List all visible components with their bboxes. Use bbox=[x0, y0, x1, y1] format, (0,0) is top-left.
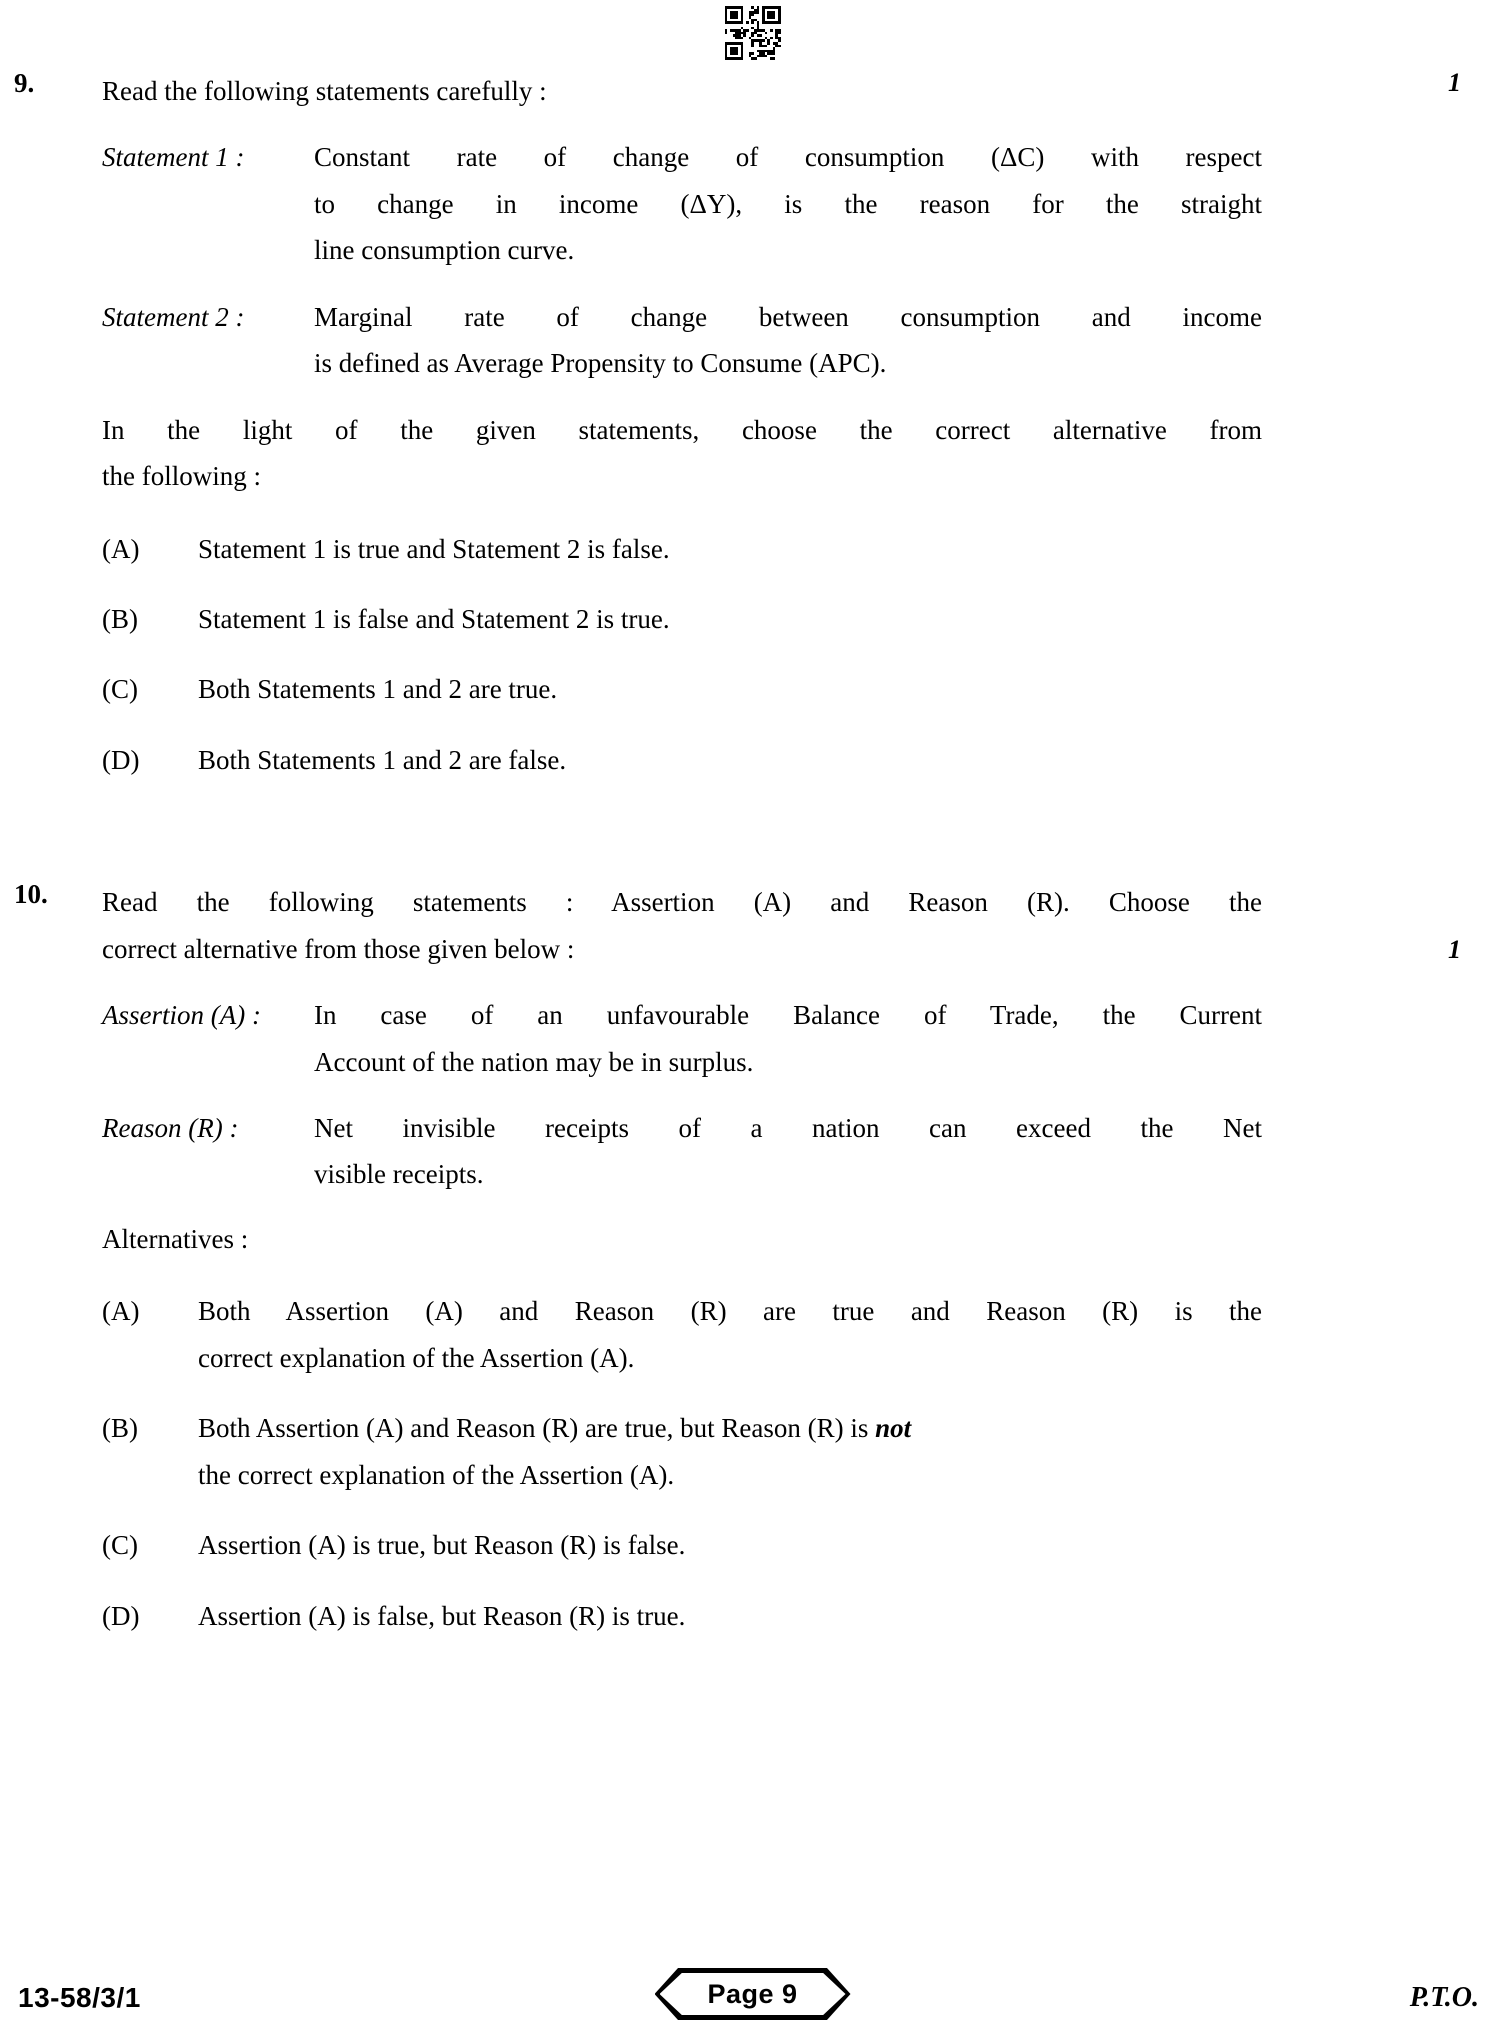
paper-code: 13-58/3/1 bbox=[18, 1982, 141, 2013]
option-b-text bbox=[198, 1405, 1262, 1498]
question-9-option-b[interactable] bbox=[102, 596, 1262, 642]
assertion-label: Assertion (A) : bbox=[102, 1000, 261, 1031]
question-9-option-d[interactable] bbox=[102, 737, 1262, 783]
pto-label: P.T.O. bbox=[1409, 1982, 1479, 2013]
option-a-text bbox=[198, 526, 1262, 572]
question-10-prompt-line-2: correct alternative from those given below : bbox=[102, 933, 575, 964]
statement-1-label: Statement 1 : bbox=[102, 142, 245, 173]
question-9-number: 9. bbox=[14, 68, 35, 98]
qr-code-icon bbox=[725, 6, 781, 60]
question-10-option-a[interactable] bbox=[102, 1288, 1262, 1381]
option-d-text bbox=[198, 737, 1262, 783]
assertion-text bbox=[314, 992, 1262, 1085]
assertion-line-1: In case of an unfavourable Balance of Trade, the Current bbox=[314, 1000, 1262, 1031]
option-b-line-1 bbox=[198, 1405, 1262, 1451]
statement-2-text bbox=[314, 294, 1262, 387]
option-a-text bbox=[198, 1288, 1262, 1381]
question-10-option-c[interactable] bbox=[102, 1522, 1262, 1568]
statement-1-line-3: line consumption curve. bbox=[314, 235, 575, 266]
option-c-key: (C) bbox=[102, 1530, 138, 1561]
option-c-key: (C) bbox=[102, 674, 138, 705]
question-10-option-d[interactable] bbox=[102, 1593, 1262, 1639]
statement-2-label: Statement 2 : bbox=[102, 301, 245, 332]
option-a-key: (A) bbox=[102, 533, 140, 564]
option-c-line-1: Assertion (A) is true, but Reason (R) is false. bbox=[198, 1530, 686, 1561]
question-10-reason bbox=[102, 1105, 1262, 1198]
reason-label: Reason (R) : bbox=[102, 1113, 239, 1143]
question-separator bbox=[0, 783, 1505, 879]
question-10-marks: 1 bbox=[1448, 935, 1461, 965]
question-9-prompt: Read the following statements carefully : bbox=[102, 76, 547, 106]
page-number-label: Page 9 bbox=[707, 1978, 798, 2009]
question-9 bbox=[0, 68, 1505, 783]
question-10 bbox=[0, 879, 1505, 1639]
option-a-line-1: Both Assertion (A) and Reason (R) are true and Reason (R) is the bbox=[198, 1296, 1262, 1327]
reason-text bbox=[314, 1105, 1262, 1198]
option-d-text bbox=[198, 1593, 1262, 1639]
question-10-option-b[interactable] bbox=[102, 1405, 1262, 1498]
option-b-line-1: Statement 1 is false and Statement 2 is true. bbox=[198, 603, 670, 634]
statement-1-text bbox=[314, 134, 1262, 273]
option-b-line-2: the correct explanation of the Assertion (A). bbox=[198, 1459, 675, 1490]
statement-2-line-1: Marginal rate of change between consumption and income bbox=[314, 301, 1262, 332]
option-d-line-1: Assertion (A) is false, but Reason (R) is true. bbox=[198, 1600, 686, 1631]
option-a-line-1: Statement 1 is true and Statement 2 is false. bbox=[198, 533, 670, 564]
qr-code-container bbox=[0, 6, 1505, 60]
question-9-instruction-line-2: the following : bbox=[102, 461, 261, 492]
option-b-key: (B) bbox=[102, 1413, 138, 1444]
question-9-options bbox=[102, 526, 1262, 784]
question-9-instruction-line-1: In the light of the given statements, choose the correct alternative from bbox=[102, 414, 1262, 445]
question-10-options bbox=[102, 1288, 1262, 1639]
question-10-body bbox=[102, 879, 1262, 1639]
question-9-body bbox=[102, 68, 1262, 783]
option-c-text bbox=[198, 666, 1262, 712]
question-9-instruction bbox=[102, 407, 1262, 500]
option-d-key: (D) bbox=[102, 1600, 140, 1631]
question-9-marks: 1 bbox=[1448, 68, 1461, 97]
option-b-emphasis: not bbox=[875, 1413, 912, 1444]
statement-1-line-2: to change in income (ΔY), is the reason for the straight bbox=[314, 188, 1262, 219]
question-10-prompt bbox=[102, 879, 1262, 972]
reason-line-2: visible receipts. bbox=[314, 1159, 484, 1190]
option-c-text bbox=[198, 1522, 1262, 1568]
assertion-line-2: Account of the nation may be in surplus. bbox=[314, 1046, 754, 1077]
option-d-line-1: Both Statements 1 and 2 are false. bbox=[198, 744, 567, 775]
option-b-key: (B) bbox=[102, 603, 138, 634]
option-d-key: (D) bbox=[102, 744, 140, 775]
reason-line-1: Net invisible receipts of a nation can exceed the Net bbox=[314, 1113, 1262, 1143]
statement-1-line-1: Constant rate of change of consumption (ΔC) with respect bbox=[314, 142, 1262, 173]
statement-2-line-2: is defined as Average Propensity to Consume (APC). bbox=[314, 348, 887, 379]
question-10-assertion bbox=[102, 992, 1262, 1085]
question-9-statement-1 bbox=[102, 134, 1262, 273]
option-c-line-1: Both Statements 1 and 2 are true. bbox=[198, 674, 558, 705]
alternatives-label: Alternatives : bbox=[102, 1223, 249, 1254]
question-9-option-c[interactable] bbox=[102, 666, 1262, 712]
question-10-number: 10. bbox=[14, 879, 48, 910]
page-footer bbox=[0, 1962, 1505, 2020]
question-9-option-a[interactable] bbox=[102, 526, 1262, 572]
page-content bbox=[0, 68, 1505, 1639]
question-10-prompt-line-1: Read the following statements : Assertion (A) and Reason (R). Choose the bbox=[102, 887, 1262, 918]
option-a-key: (A) bbox=[102, 1296, 140, 1327]
option-a-line-2: correct explanation of the Assertion (A). bbox=[198, 1342, 635, 1373]
page-number-badge bbox=[655, 1968, 851, 2020]
option-b-text bbox=[198, 596, 1262, 642]
question-9-statement-2 bbox=[102, 294, 1262, 387]
option-b-line-1-text: Both Assertion (A) and Reason (R) are true, but Reason (R) is bbox=[198, 1413, 876, 1444]
